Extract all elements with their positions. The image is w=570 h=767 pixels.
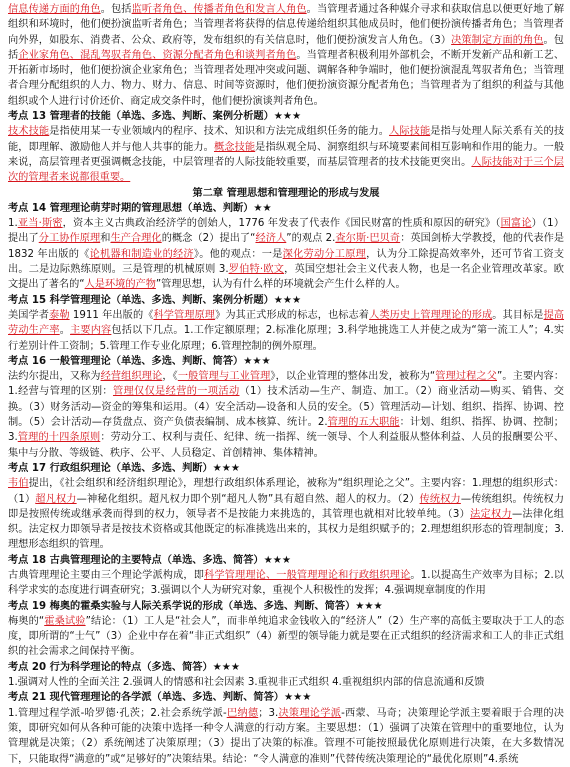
text-run: （1）技术活动—生产、制造、加工。（2）商业活动—购买、销售、交换。（3）财务活动—资金的筹集和运用。（4）安全活动—设备和人员的安全。（5）管理活动—计划、组织、指挥、协调、控制。（5）会计活动—存货盘点、资产负债表编制、成本核算、统计。2. <box>8 386 564 429</box>
section-heading <box>8 354 564 369</box>
text-run: 。包括 <box>8 34 564 61</box>
chapter-title: 第二章 管理思想和管理理论的形成与发展 <box>192 187 380 199</box>
section-heading <box>8 201 564 216</box>
highlighted-term: 亚当·斯密 <box>17 218 63 230</box>
highlighted-term: 人际技能 <box>389 126 431 138</box>
text-run: 》为其正式形成的标志，也标志着 <box>215 309 370 321</box>
body-paragraph <box>8 476 564 552</box>
highlighted-term: 管理的五大职能 <box>327 417 400 429</box>
importance-stars: ★★★ <box>212 661 241 673</box>
section-title: 考点 21 现代管理理论的各学派（单选、多选、判断、简答） <box>8 692 284 704</box>
section-heading <box>8 599 564 614</box>
section-title: 考点 19 梅奥的霍桑实验与人际关系学说的形成（单选、多选、判断、简答） <box>8 600 356 612</box>
text-run: 是指纵观全局、洞察组织与环境要素间相互影响和作用的能力。一般来说，高层管理者更强调概念技能，中层管理者的人际技能较重要，而基层管理者的技术技能更突出。 <box>8 141 565 168</box>
highlighted-term: 生产合理化 <box>110 233 162 245</box>
text-run: ：英国剑桥大学教授，他的代表作是 1832 年出版的《 <box>8 233 565 260</box>
highlighted-term: 经济人 <box>255 233 287 245</box>
text-run: ，认为分工除提高效率外，还可节省工资支出。二是边际熟练原则。三是管理的机械原则 3. <box>8 248 565 276</box>
highlighted-term: 决策制定方面的角色 <box>451 34 544 46</box>
section-title: 考点 17 行政组织理论（单选、多选、判断） <box>8 462 213 474</box>
text-run: 》，以企业管理的整体出发，被称为“ <box>270 371 436 383</box>
text-run: 包括以下几点。1.工作定额原理；2.标准化原理；3.科学地挑选工人并使之成为“第一流工人”；4.实行差别计件工资制；5.管理工作专业化原理；6.管理控制的例外原理。 <box>8 325 565 352</box>
text-run: ，资本主义古典政治经济学的创始人，1776 年发表了代表作《国民财富的性质和原因的研究》（ <box>62 218 501 230</box>
text-run: —法律化组织。法定权力即领导者是按技术资格或其他既定的标准挑选出来的，其权力是组织赋予的；2.理想组织形态的管理制度；3.理想形态组织的管理。 <box>8 508 564 551</box>
highlighted-term: 一般管理与工业管理 <box>177 371 271 383</box>
text-run: 是指与处理人际关系有关的技能，即理解、激励他人并与他人共事的能力。 <box>8 126 565 153</box>
importance-stars: ★★★ <box>273 111 302 123</box>
highlighted-term: 查尔斯·巴贝奇 <box>335 233 401 245</box>
importance-stars: ★★★ <box>243 355 271 367</box>
highlighted-term: 主要内容 <box>70 325 112 337</box>
text-run: —传统组织。传统权力即是按照传统或继承袭而得到的权力，领导者不是按能力来挑选的，其管理也就相对比较单纯。（3） <box>8 493 565 520</box>
body-paragraph <box>8 568 564 599</box>
section-title: 考点 15 科学管理理论（单选、多选、判断、案例分析题） <box>8 294 274 306</box>
highlighted-term: 罗伯特·欧文 <box>228 264 285 276</box>
importance-stars: ★★★ <box>283 692 312 704</box>
highlighted-term: 泰勒 <box>49 309 70 321</box>
highlighted-term: 人类历史上管理理论的形成 <box>369 309 493 321</box>
text-run: 。当管理者积极利用外部机会，不断开发新产品和新工艺、开拓新市场时，他们便扮演企业家角色；当管理者处理冲突或问题、调解各种争端时，他们便扮演混乱驾驭者角色；当管理者合理分配组织的人力、物力、财力、信息、时间等资源时，他们便扮演资源分配者角色；当管理者为了组织的利益与其他组织或个人进行讨价还价、商定成交条件时，他们便扮演谈判者角色。 <box>8 49 565 107</box>
highlighted-term: 韦伯 <box>8 478 29 490</box>
highlighted-term: 管理过程之父 <box>435 371 498 383</box>
importance-stars: ★★★ <box>263 554 291 566</box>
text-run: 梅奥的“ <box>8 615 45 627</box>
text-run: 。1.以提高生产效率为目标；2.以科学求实的态度进行调查研究；3.强调以个人为研究对象，重视个人积极性的发挥；4.强调规章制度的作用 <box>8 569 564 597</box>
text-run: ”的观点 2. <box>286 233 336 245</box>
section-title: 考点 20 行为科学理论的特点（多选、简答） <box>8 661 213 673</box>
section-heading <box>8 461 564 476</box>
text-run: ，英国空想社会主义代表人物，也是一名企业管理改革家。欧文提出了著名的“ <box>8 264 564 291</box>
text-run: 》。他的观点：一是 <box>193 248 283 260</box>
text-run: 古典管理理论主要由三个理论学派构成，即 <box>8 569 205 581</box>
highlighted-term: 国富论 <box>500 218 532 230</box>
highlighted-term: 法定权力 <box>470 508 512 520</box>
importance-stars: ★★ <box>253 202 272 214</box>
highlighted-term: 管理仅仅是经营的一项活动 <box>112 386 240 398</box>
section-title: 考点 18 古典管理理论的主要特点（单选、多选、简答） <box>8 554 264 566</box>
highlighted-term: 企业家角色、混乱驾驭者角色、资源分配者角色和谈判者角色 <box>18 49 297 61</box>
text-run: ）（1）提出了 <box>8 218 565 245</box>
highlighted-term: 人是环境的产物 <box>84 279 156 291</box>
text-run: 。当管理者通过各种媒介寻求和获取信息以便更好地了解组织和环境时，他们便扮演监听者角色；当管理者将获得的信息传递给组织其他成员时，他们便扮演传播者角色；当管理者向外界，如股东、消费者、公众、政府等，发布组织的有关信息时，他们便扮演发言人角色。（3） <box>8 4 565 46</box>
body-paragraph <box>8 308 564 354</box>
importance-stars: ★★★ <box>273 294 302 306</box>
body-paragraph <box>8 2 564 109</box>
highlighted-term: 经营组织理论 <box>100 371 163 383</box>
text-run: ；3. <box>258 707 279 719</box>
text-run: -西蒙、马奇；决策理论学派主要着眼于合理的决策，即研究如何从各种可能的决策中选择一种令人满意的行动方案。主要思想：（1）强调了决策在管理中的重要地位，认为管理就是决策；（2）系统阐述了决策原理；（3）提出了决策的标准。管理不可能按照最优化原则进行决策，在大多数情况下，只能取得“满意的”或“足够好的”决策结果。结论：“令人满意的准则”代替传统决策理论的“最优化原则”4.系统 <box>8 707 564 765</box>
section-heading <box>8 660 564 675</box>
highlighted-term: 管理的十四条原则 <box>17 432 101 444</box>
highlighted-term: 深化劳动分工原理 <box>282 248 367 260</box>
highlighted-term: 信息传递方面的角色 <box>8 4 101 15</box>
text-run: 提出，《社会组织和经济组织理论》，理想行政组织体系理论，被称为“组织理论之父”。主要内容：1.理想的组织形式：（1） <box>8 478 564 505</box>
text-run: ：计划、组织、指挥、协调、控制；3. <box>8 417 564 444</box>
highlighted-term: 霍桑试验 <box>44 615 86 627</box>
text-run: 1911 年出版的《 <box>69 309 154 321</box>
highlighted-term: 分工协作原理 <box>38 233 101 245</box>
text-run: 的概念（2）提出了“ <box>161 233 256 245</box>
section-title: 考点 16 一般管理理论（单选、多选、判断、简答） <box>8 355 244 367</box>
highlighted-term: 论机器和制造业的经济 <box>89 248 194 260</box>
text-run: 和 <box>100 233 111 245</box>
highlighted-term: 传统权力 <box>419 493 461 505</box>
text-run: 。 <box>59 325 71 337</box>
section-title: 考点 13 管理者的技能（单选、多选、判断、案例分析题） <box>8 111 274 123</box>
text-run: 1. <box>8 218 18 230</box>
section-heading <box>8 109 564 124</box>
body-paragraph <box>8 216 564 292</box>
text-run: 法约尔提出，又称为 <box>8 371 101 383</box>
highlighted-term: 决策理论学派 <box>278 707 342 719</box>
text-run: 美国学者 <box>8 309 50 321</box>
text-run: ”。主要内容：1.经营与管理的区别： <box>8 371 565 398</box>
text-run: 。包括 <box>100 4 132 15</box>
body-paragraph <box>8 369 564 461</box>
highlighted-term: 人际技能对于三个层次的管理者来说都很重要。 <box>8 156 564 184</box>
body-paragraph <box>8 706 564 767</box>
importance-stars: ★★★ <box>212 462 241 474</box>
highlighted-term: 巴纳德 <box>226 707 259 719</box>
highlighted-term: 概念技能 <box>213 141 256 153</box>
highlighted-term: 科学管理原理 <box>153 309 216 321</box>
highlighted-term: 科学管理理论、一般管理理论和行政组织理论 <box>204 569 411 581</box>
text-run: ”结论：（1）工人是“社会人”，而非单纯追求金钱收入的“经济人”（2）生产率的高低主要取决于工人的态度，即所谓的“士气”（3）企业中存在着“非正式组织”（4）新型的领导能力就是要在正式组织的经济需求和工人的非正式组织的社会需求之间保持平衡。 <box>8 615 565 658</box>
highlighted-term: 技术技能 <box>8 126 50 138</box>
text-run: 是指使用某一专业领域内的程序、技术、知识和方法完成组织任务的能力。 <box>49 126 390 138</box>
section-heading <box>8 553 564 568</box>
chapter-heading <box>8 186 564 201</box>
highlighted-term: 超凡权力 <box>35 493 77 505</box>
section-heading <box>8 293 564 308</box>
text-run: 1.强调对人性的全面关注 2.强调人的情感和社会因素 3.重视非正式组织 4.重视组织内部的信息流通和反馈 <box>8 677 485 689</box>
importance-stars: ★★★ <box>355 600 383 612</box>
body-paragraph <box>8 675 564 690</box>
body-paragraph <box>8 124 564 185</box>
text-run: —神秘化组织。超凡权力即个别“超凡人物”具有超自然、超人的权力。（2） <box>76 493 420 505</box>
text-run: ，《 <box>162 371 178 383</box>
body-paragraph <box>8 614 564 660</box>
highlighted-term: 提高劳动生产率 <box>8 309 565 337</box>
section-title: 考点 14 管理理论萌芽时期的管理思想（单选、判断） <box>8 202 254 214</box>
text-run: 。其目标是 <box>492 309 544 321</box>
section-heading <box>8 690 564 705</box>
text-run: ：劳动分工、权利与责任、纪律、统一指挥、统一领导、个人利益服从整体利益、人员的报酬要公平、集中与分散、等级链、秩序、公平、人员稳定、首创精神、集体精神。 <box>8 432 564 459</box>
text-run: ”管理思想，认为有什么样的环境就会产生什么样的人。 <box>155 279 406 291</box>
text-run: 1.管理过程学派-哈罗德·孔茨；2.社会系统学派- <box>8 707 227 719</box>
highlighted-term: 监听者角色、传播者角色和发言人角色 <box>131 4 307 15</box>
